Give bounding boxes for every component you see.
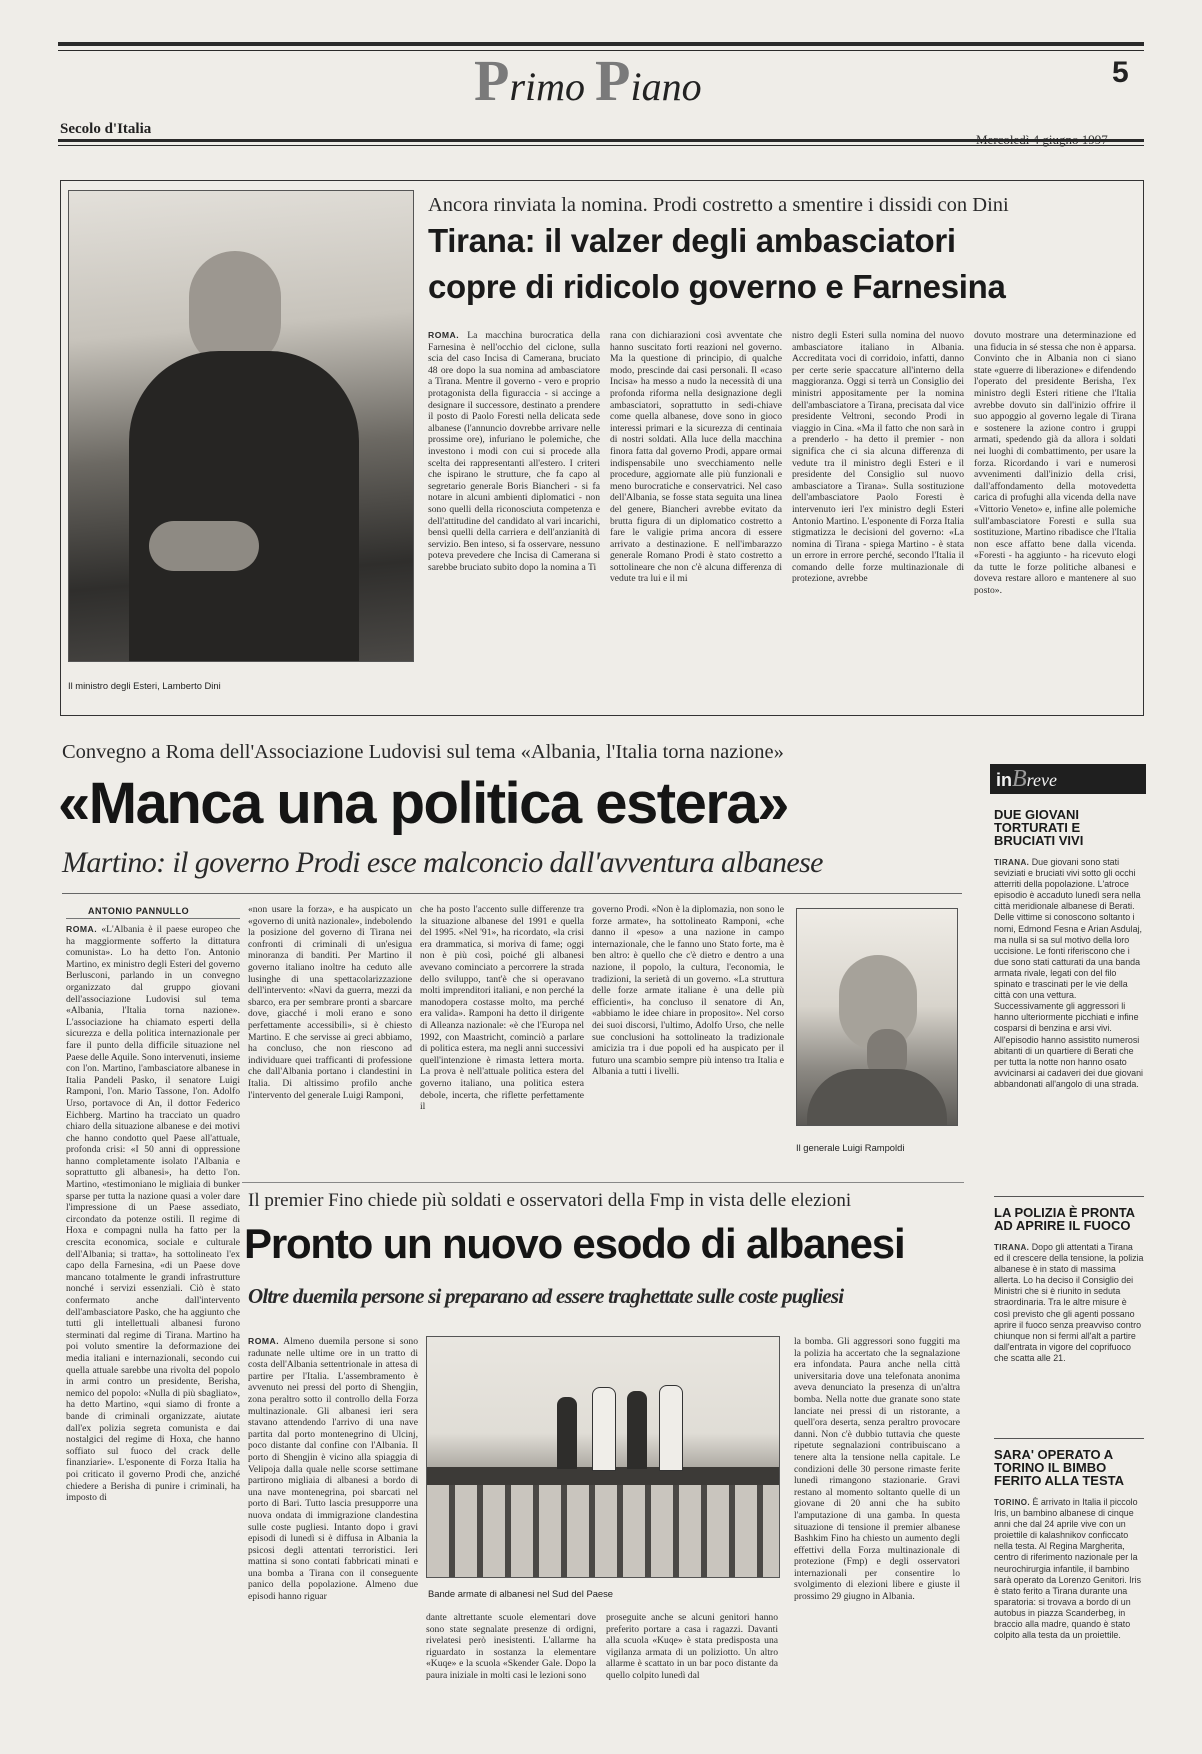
- masthead-rule: [58, 139, 1144, 142]
- main-story-kicker: Convegno a Roma dell'Associazione Ludovisi sul tema «Albania, l'Italia torna nazione»: [62, 741, 784, 763]
- second-story-kicker: Il premier Fino chiede più soldati e osservatori della Fmp in vista delle elezioni: [248, 1190, 852, 1211]
- main-story-rule: [62, 893, 962, 894]
- lamberto-dini-photo: [68, 190, 414, 662]
- brief-divider-2: [994, 1438, 1144, 1439]
- second-story-headline: Pronto un nuovo esodo di albanesi: [244, 1220, 905, 1267]
- top-story-col-2: rana con dichiarazioni così avventate che hanno suscitato forti reazioni nel governo. Ma la questione di principio, di qualche modo, prescinde dai casi personali. Il «caso Incisa» ha messo a nudo la necessità di una profonda riforma nella designazione degli ambasciatori, soprattutto in sedi-chiave come quella albanese, dove sono in gioco interessi primari e la sicurezza di centinaia di nostri soldati. Alla luce della macchina finora fatta dal governo Prodi, appare ormai indispensabile uno svecchiamento nelle procedure, aggiornate alle più funzionali e meno burocratiche e conservatrici. Nel caso dell'Albania, se fosse stata seguita una linea del genere, Biancheri avrebbe evitato da brutta figura di un diplomatico costretto a fare le valigie prima ancora di essere arrivato a destinazione. E nell'imbarazzo generale Romano Prodi è stato costretto a sottolineare che non c'è alcuna differenza di vedute tra lui e il mi: [610, 330, 782, 585]
- second-bottom-col-2: proseguite anche se alcuni genitori hanno preferito portare a casa i ragazzi. Davanti alla scuola «Kuqe» è stata predisposta una vigilanza armata di un poliziotto. Un altro allarme è scattato in un bar poco distante da quello colpito lunedì dal: [606, 1612, 778, 1681]
- rampoldi-caption: Il generale Luigi Rampoldi: [796, 1142, 905, 1153]
- top-story-col-1: ROMA. La macchina burocratica della Farnesina è nell'occhio del ciclone, sulla scia del caso Incisa di Camerana, bruciato 48 ore dopo la sua nomina ad ambasciatore a Tirana. Mentre il governo - vero e proprio protagonista della figuraccia - si accinge a designare il successore, destinato a prendere il posto di Paolo Foresti nella delicata sede albanese (l'annuncio dovrebbe arrivare nelle prossime ore), infuriano le polemiche, che investono i modi con cui si procede alla scelta dei rappresentanti all'estero. I criteri che ispirano le strutture, che fa capo al segretario generale Boris Biancheri - si fa notare in alcuni ambienti diplomatici - non sono quelli della riconosciuta competenza e dell'attitudine del candidato al vari incarichi, bensì quelli della carriera e dell'anzianità di servizio. Ben inteso, si fa osservare, nessuno poteva prevedere che Incisa di Camerana si sarebbe bruciato subito dopo la nomina a Ti: [428, 330, 600, 573]
- main-byline: ANTONIO PANNULLO: [88, 906, 190, 916]
- rampoldi-photo: [796, 908, 958, 1126]
- gunman-3: [627, 1391, 647, 1469]
- brief-item-2: [994, 1206, 1144, 1412]
- brief-item-1: [994, 808, 1144, 1191]
- in-breve-header: inBreve: [990, 764, 1146, 794]
- brief-title-2: LA POLIZIA È PRONTA AD APRIRE IL FUOCO: [994, 1205, 1135, 1233]
- main-col-3: che ha posto l'accento sulle differenze tra la situazione albanese del 1991 e quella del 1995. «Nel '91», ha ricordato, «la crisi era drammatica, si moriva di fame; oggi non è più così, poiché gli albanesi avevano cominciato a percorrere la strada dello sviluppo, tant'è che si operavano molti imprenditori italiani, e non perché la manodopera costasse molto, ma perché era valida». Ramponi ha detto il dirigente di Alleanza nazionale: «è che l'Europa nel 1992, con Maastricht, cominciò a parlare di politica estera, ma negli anni successivi quell'intenzione è rimasta lettera morta. La prova è nell'attuale politica estera del governo italiano, una politica estera debole, incerta, che riflette perfettamente il: [420, 904, 584, 1113]
- figure-body: [807, 1069, 947, 1126]
- bus-body: [427, 1485, 779, 1577]
- main-col-1: ROMA. «L'Albania è il paese europeo che ha maggiormente sofferto la dittatura comunista». Lo ha detto l'on. Antonio Martino, ex ministro degli Esteri del governo Berlusconi, parlando in un convegno organizzato dal gruppo giovani dell'associazione Ludovisi sul tema «Albania, l'Italia torna nazione». L'associazione ha chiamato esperti della sicurezza e della politica internazionale per fare il punto della difficile situazione nel Paese delle Aquile. Sono intervenuti, insieme con l'on. Martino, l'ambasciatore albanese in Italia Pandeli Pasko, il senatore Luigi Ramponi, l'on. Mario Tassone, l'on. Adolfo Urso, portavoce di An, il dottor Federico Eichberg. Martino ha tracciato un quadro chiaro della situazione albanese e dei motivi che hanno condotto quel Paese all'attuale, profonda crisi: «I 50 anni di oppressione hanno completamente isolato l'Albania e soprattutto gli albanesi», ha detto l'on. Martino, «testimoniano le migliaia di bunker sparse per tutta la nazione quasi a voler dare l'impressione di un Paese assediato, circondato da potenze ostili. Il regime di Hoxa e compagni nulla ha fatto per la crescita economica, sociale e culturale dell'Albania; si tratta», ha sottolineato l'ex capo della Farnesina, «di un Paese dove mancano totalmente le grandi infrastrutture nonché i servizi essenziali. Ciò è stato confermato anche dall'intervento dell'ambasciatore Pasko, che ha aggiunto che tutti gli intellettuali albanesi furono sterminati dal regime di Tirana. Martino ha poi voluto smentire la deformazione dei media italiani e internazionali, secondo cui quella attuale sarebbe una rivolta del popolo in armi contro un presidente, Berisha, nemico del popolo: «Nulla di più sbagliato», ha detto Martino, «qui siamo di fronte a bande di criminali organizzate, aiutate dall'ex polizia segreta comunista e dai nostalgici del regime di Hoxa, che hanno soffiato sul fuoco del crack delle finanziarie». L'esponente di Forza Italia ha poi criticato il governo Prodi che, anziché chiedere a Berisha di punire i criminali, ha imposto di: [66, 924, 240, 1504]
- section-initial-p: P: [474, 48, 510, 113]
- brief-title-1: DUE GIOVANI TORTURATI E BRUCIATI VIVI: [994, 807, 1084, 848]
- top-story-headline-1: Tirana: il valzer degli ambasciatori: [428, 222, 956, 259]
- armed-bands-caption: Bande armate di albanesi nel Sud del Paese: [428, 1588, 614, 1599]
- brief-divider-1: [994, 1196, 1144, 1197]
- main-story-headline: «Manca una politica estera»: [58, 771, 788, 836]
- top-photo-caption: Il ministro degli Esteri, Lamberto Dini: [68, 680, 221, 691]
- newspaper-name: Secolo d'Italia: [60, 121, 152, 137]
- brief-title-3: SARA' OPERATO A TORINO IL BIMBO FERITO ALLA TESTA: [994, 1447, 1124, 1488]
- second-col-right: la bomba. Gli aggressori sono fuggiti ma la polizia ha accertato che la segnalazione era infondata. Paura anche nella città universitaria dove una telefonata anonima aveva denunciato la presenza di un'altra bomba. Nella notte due granate sono state lanciate nei pressi di un ristorante, a quell'ora deserta, senza peraltro provocare danni. Non c'è dubbio tuttavia che queste ripetute segnalazioni contribuiscano a tenere alta la tensione nella capitale. Le condizioni delle 30 persone rimaste ferite lunedì rimangono stazionarie. Gravi restano al momento soltanto quelle di un giovane di 20 anni che ha subito l'amputazione di una gamba. In questa situazione di tensione il premier albanese Bashkim Fino ha chiesto un aumento degli effettivi della Forza multinazionale di protezione (Fmp) e degli osservatori internazionali per consentire lo svolgimento di elezioni libere e giuste il prossimo 29 giugno in Albania.: [794, 1336, 960, 1603]
- armed-bands-photo: [426, 1336, 780, 1578]
- top-story-headline-2: copre di ridicolo governo e Farnesina: [428, 268, 1006, 305]
- figure-suit: [129, 351, 359, 662]
- top-story-kicker: Ancora rinviata la nomina. Prodi costretto a smentire i dissidi con Dini: [428, 194, 1009, 216]
- section-title: Primo Piano: [474, 48, 702, 113]
- section-initial-p2: P: [595, 48, 631, 113]
- second-story-subhead: Oltre duemila persone si preparano ad essere traghettate sulle coste pugliesi: [248, 1284, 844, 1308]
- brief-text-3: TORINO. È arrivato in Italia il piccolo Iris, un bambino albanese di cinque anni che dal 24 aprile vive con un proiettile di kalashnikov conficcato nella testa. Al Regina Margherita, centro di riferimento nazionale per la neurochirurgia infantile, il bambino sarà operato da Lorenzo Genitori. Iris è stato ferito a Tirana durante una sparatoria: si trovava a bordo di un autobus in piazza Scanderbeg, in braccio alla madre, quando è stato colpito alla testa da un proiettile.: [994, 1497, 1142, 1641]
- gunman-4: [659, 1385, 683, 1471]
- brief-text-2: TIRANA. Dopo gli attentati a Tirana ed il crescere della tensione, la polizia albanese è in stato di massima allerta. Lo ha deciso il Consiglio dei Ministri che si è riunito in seduta straordinaria. Tra le altre misure è così previsto che gli agenti possano aprire il fuoco senza preavviso contro chiunque non si fermi all'alt a partire dall'entrata in vigore del coprifuoco che scatta alle 21.: [994, 1242, 1144, 1363]
- gunman-2: [592, 1387, 616, 1471]
- byline-rule: [66, 918, 240, 919]
- main-story-subhead: Martino: il governo Prodi esce malconcio dall'avventura albanese: [62, 846, 823, 879]
- figure-hands: [149, 521, 259, 571]
- brief-text-1: TIRANA. Due giovani sono stati seviziati e bruciati vivi sotto gli occhi atterriti della popolazione. L'atroce episodio è accaduto lunedì sera nella città meridionale albanese di Berati. Delle vittime si conoscono soltanto i nomi, Edmond Fesna e Arian Asdulaj, ma nulla si sa sul motivo della loro uccisione. Le fonti riferiscono che i due sono stati catturati da una banda armata rivale, legati con del filo spinato e trascinati per le vie della città con una vettura. Successivamente gli aggressori li hanno ulteriormente picchiati e infine cosparsi di benzina e arsi vivi. All'episodio hanno assistito numerosi abitanti di un quartiere di Berati che per tutta la notte non hanno osato avvicinarsi ai cadaveri dei due giovani abbandonati all'angolo di una strada.: [994, 857, 1143, 1089]
- top-rule-thick: [58, 42, 1144, 46]
- second-bottom-col-1: dante altrettante scuole elementari dove sono state segnalate presenze di ordigni, rivelatesi però inesistenti. L'allarme ha riguardato in sostanza la elementare «Kuqe» e la scuola «Skender Gale. Dopo la paura iniziale in molti casi le lezioni sono: [426, 1612, 596, 1681]
- main-col-4: governo Prodi. «Non è la diplomazia, non sono le forze armate», ha sottolineato Ramponi, «che danno il «peso» a una nazione in campo internazionale, che le fanno uno Stato forte, ma è ben altro: è quello che c'è dietro e dentro a una nazione, il popolo, la cultura, l'economia, le tradizioni, la serietà di un governo. «La struttura delle forze armate italiane è una delle più efficienti», ha concluso il senatore di An, «abbiamo le idee chiare in proposito». Nel corso dei suoi discorsi, l'ultimo, Adolfo Urso, che nelle sue conclusioni ha sottolineato la tradizionale amicizia tra i due popoli ed ha auspicato per il futuro una scambio sempre più intenso tra Italia e Albania a tutti i livelli.: [592, 904, 784, 1078]
- second-col-left: ROMA. Almeno duemila persone si sono radunate nelle ultime ore in un tratto di costa dell'Albania settentrionale in attesa di partire per l'Italia. L'assembramento è avvenuto nei pressi del porto di Shengjin, zona peraltro sotto il controllo della Forza multinazionale. Gli albanesi ieri sera stavano attendendo l'arrivo di una nave partita dal porto montenegrino di Ulcinj, poco distante dal confine con l'Albania. Il porto di Shengjin è vicino alla spiaggia di Velipoja dalla quale nelle scorse settimane partirono migliaia di albanesi a bordo di una nave montenegrina, poi sbarcati nel porto di Bari. Tutto lascia presupporre una nuova ondata di immigrazione clandestina sulle coste pugliesi. Intanto dopo i gravi episodi di lunedì si è diffusa in Albania la psicosi degli attentati terroristici. Ieri mattina si sono contati fabbricati minati e una bomba a Tirana con il conseguente panico della popolazione. Almeno due episodi hanno riguar: [248, 1336, 418, 1603]
- second-story-top-rule: [242, 1182, 964, 1183]
- top-story-col-3: nistro degli Esteri sulla nomina del nuovo ambasciatore italiano in Albania. Accreditata voci di corridoio, infatti, danno per certe serie spaccature all'interno della maggioranza. Oggi si terrà un Consiglio dei ministri appositamente per la nomina dell'ambasciatore a Tirana, precisata dal vice presidente Veltroni, secondo Prodi in viaggio in Cina. «Ma il fatto che non sarà in a prenderlo - ha detto il premier - non significa che ci sia alcuna differenza di vedute tra il ministro degli Esteri e il presidente del Consiglio sul nuovo ambasciatore a Tirana». Sulla sostituzione dell'ambasciatore Paolo Foresti è intervenuto ieri l'ex ministro degli Esteri Antonio Martino. L'esponente di Forza Italia stigmatizza le decisioni del governo: «La nomina di Tirana - spiega Martino - è stata un errore in errore perché, secondo l'Italia il comando delle forze multinazionale di protezione, avrebbe: [792, 330, 964, 585]
- top-story-col-4: dovuto mostrare una determinazione ed una fiducia in sé stessa che non è apparsa. Convinto che in Albania non ci siano state «guerre di liberazione» e difendendo l'operato del presidente Berisha, l'ex ministro degli Esteri ritiene che l'Italia avrebbe dovuto sin dall'inizio offrire il suo appoggio al governo legale di Tirana e sostenere la azione contro i gruppi armati, spedendo già da allora i soldati nei luoghi di combattimento, per usare la forza. Ricordando i vari e numerosi avvenimenti dall'inizio della crisi, dall'affondamento della motovedetta carica di profughi alla vicenda della nave «Vittorio Veneto» e, infine alle polemiche sull'ambasciatore Foresti e sulla sua sostituzione, Martino ribadisce che l'Italia non esce affatto bene dalla vicenda. «Foresti - ha aggiunto - ha ricevuto elogi da tutte le forze politiche albanesi e doveva restare alloro e mantenere al suo posto».: [974, 330, 1136, 597]
- gunman-1: [557, 1397, 577, 1469]
- main-col-2: «non usare la forza», e ha auspicato un «governo di unità nazionale», indebolendo la posizione del governo di Tirana nei confronti di criminali di un'esigua minoranza di banditi. Per Martino il governo italiano inoltre ha ceduto alle lusinghe di una spettacolarizzazione dell'intervento: «Navi da guerra, mezzi da sbarco, era per sembrare pronti a sbarcare dove, giacché i moli erano e sono perfettamente accessibili», si è chiesto Martino. E che servisse ai greci abbiamo, ha concluso, che non riescono ad individuare quei trafficanti di professione che dall'Albania portano i clandestini in Italia. Di altissimo profilo anche l'intervento del generale Luigi Ramponi,: [248, 904, 412, 1101]
- masthead-rule-thin: [58, 145, 1144, 146]
- page-number: 5: [1112, 56, 1129, 89]
- brief-item-3: [994, 1448, 1144, 1713]
